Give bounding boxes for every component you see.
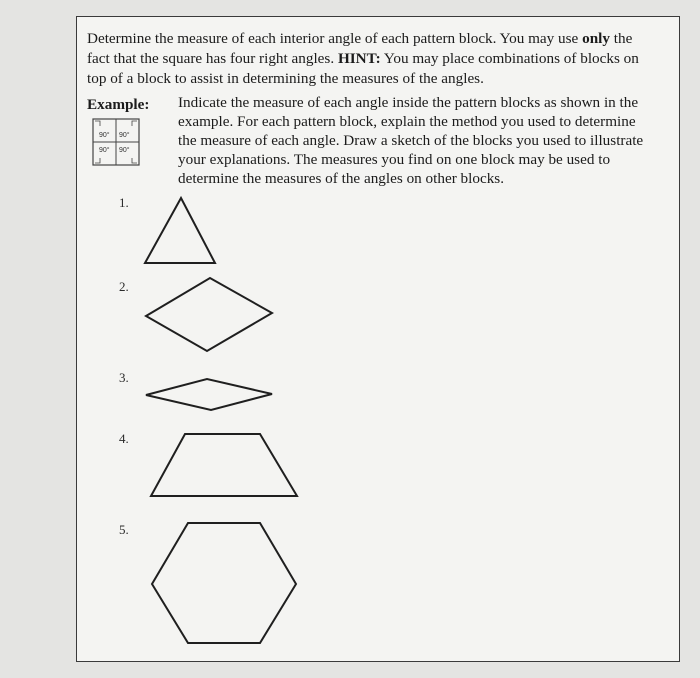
trapezoid-block — [147, 431, 301, 501]
example-angle-label: 90° — [99, 147, 110, 154]
rhombus-block — [143, 275, 275, 355]
intro-paragraph — [87, 29, 639, 89]
instructions-paragraph — [178, 93, 643, 188]
problem-number: 2. — [119, 279, 129, 294]
problem-number: 1. — [119, 195, 129, 210]
problem-number: 5. — [119, 522, 129, 537]
example-label: Example: — [87, 96, 150, 113]
instructions-line: your explanations. The measures you find on one block may be used to — [178, 151, 611, 168]
instructions-line: determine the measures of the angles on other blocks. — [178, 170, 505, 187]
example-angle-label: 90° — [99, 132, 110, 139]
intro-line-1: Determine the measure of each interior angle of each pattern block. You may use only the — [87, 30, 633, 47]
instructions-line: example. For each pattern block, explain the method you used to determine — [178, 113, 636, 130]
problem-number: 4. — [119, 431, 129, 446]
example-square-diagram — [92, 118, 140, 166]
problem-number: 3. — [119, 370, 129, 385]
example-angle-label: 90° — [119, 132, 130, 139]
intro-line-3: top of a block to assist in determining the measures of the angles. — [87, 70, 484, 87]
instructions-line: the measure of each angle. Draw a sketch of the blocks you used to illustrate — [178, 132, 644, 149]
hexagon-block — [149, 520, 299, 646]
intro-line-2: fact that the square has four right angles. HINT: You may place combinations of blocks on — [87, 50, 639, 67]
instructions-line: Indicate the measure of each angle inside the pattern blocks as shown in the — [178, 94, 639, 111]
example-angle-label: 90° — [119, 147, 130, 154]
worksheet — [76, 16, 680, 662]
thin-rhombus-block — [143, 375, 275, 415]
triangle-block — [143, 195, 219, 267]
